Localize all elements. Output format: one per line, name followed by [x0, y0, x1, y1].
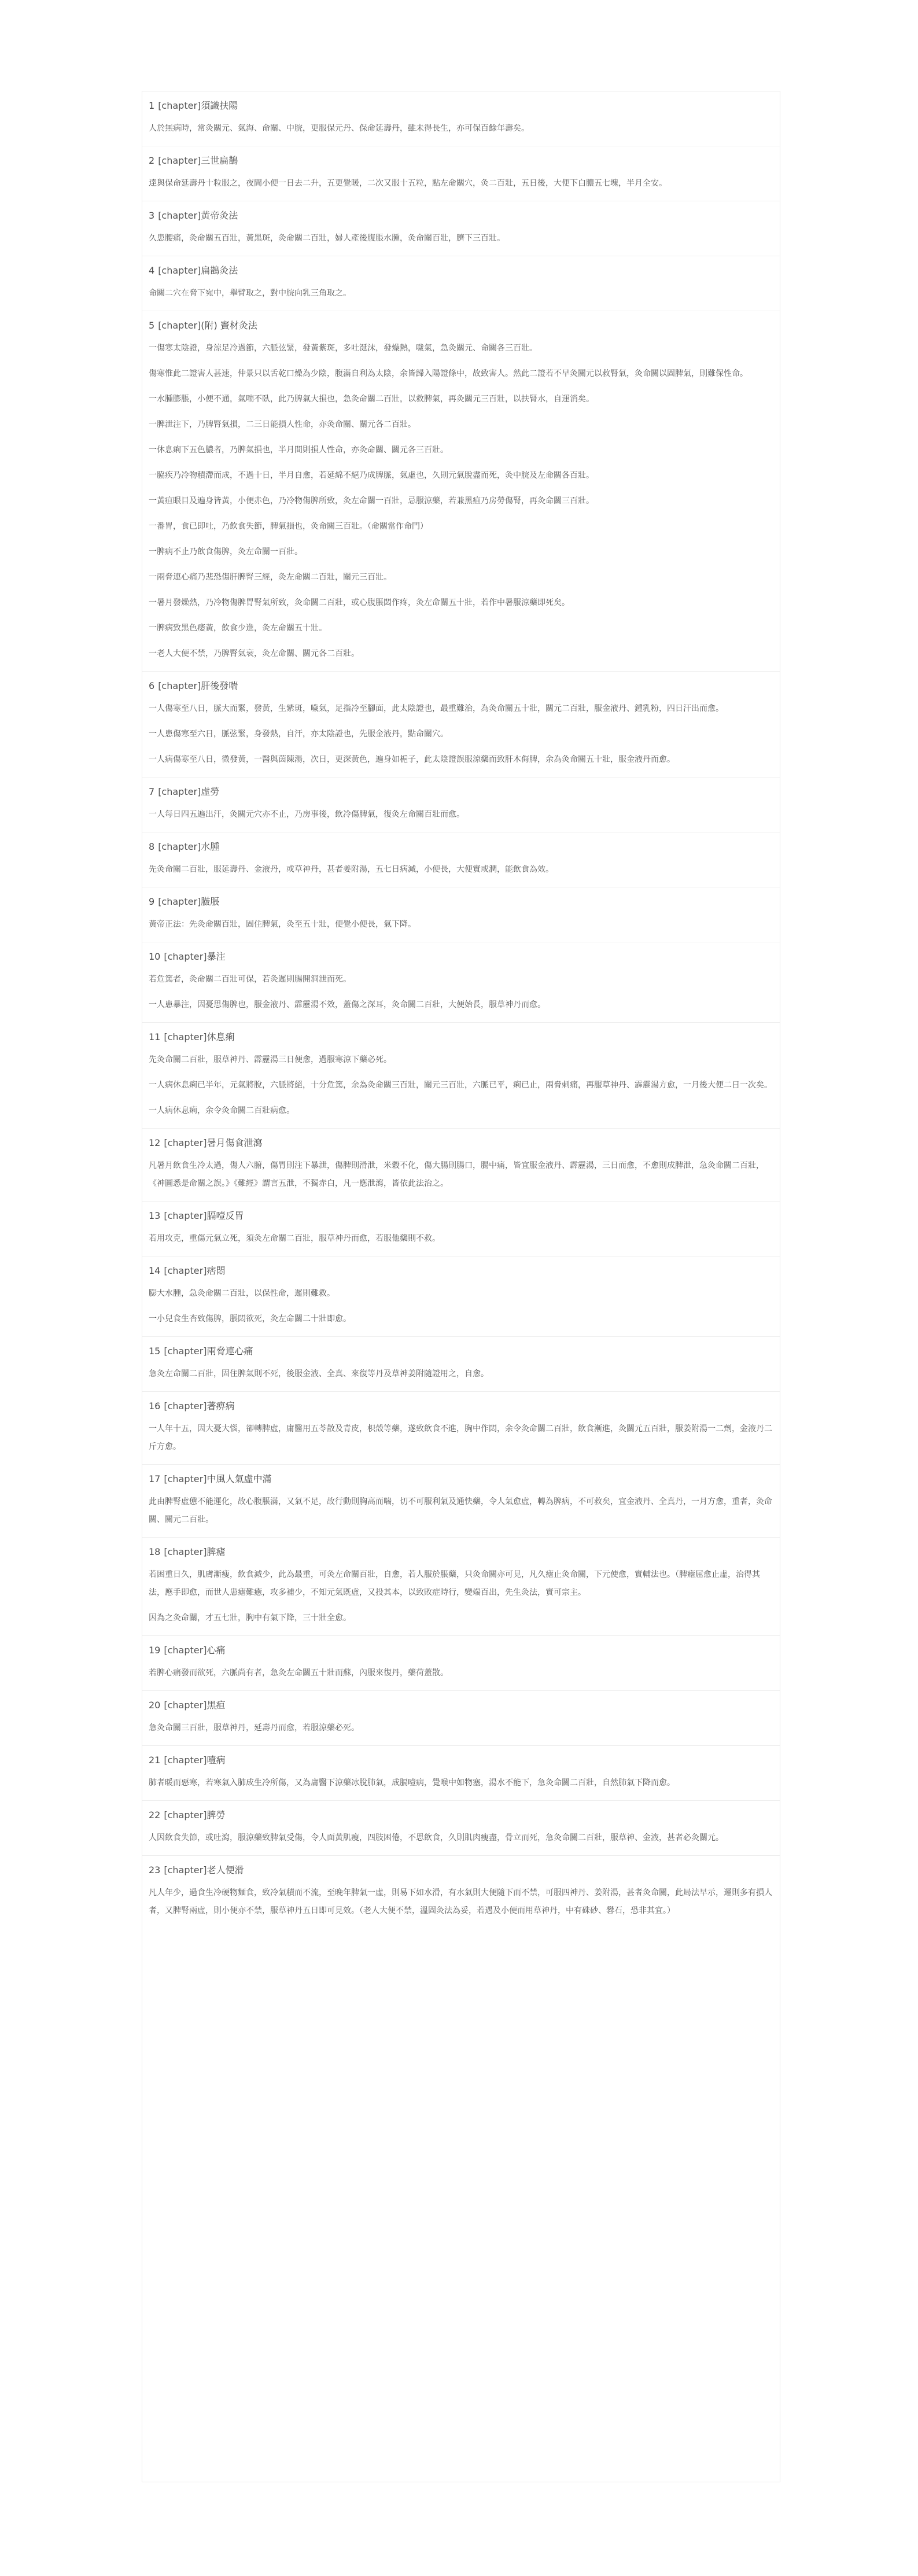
- chapter-paragraph: 人於無病時，常灸關元、氣海、命關、中脘，更服保元丹、保命延壽丹，雖未得長生，亦可保百餘年壽矣。: [149, 124, 529, 133]
- chapter-heading: [149, 311, 773, 332]
- chapter-paragraph: 膨大水腫，急灸命關二百壯，以保性命，遲則難救。: [149, 1289, 335, 1298]
- chapter-heading: [149, 256, 773, 277]
- chapter-paragraph: 命關二穴在脅下宛中，舉臂取之，對中脘向乳三角取之。: [149, 289, 351, 298]
- chapter-title: 老人便滑: [207, 1864, 244, 1875]
- chapter-tag: [chapter]: [164, 1864, 207, 1875]
- chapter-tag: [chapter]: [164, 1031, 207, 1042]
- chapter-paragraph: 一人患暴注，因憂思傷脾也，服金液丹、霹靂湯不效，蓋傷之深耳，灸命關二百壯，大便始長，服草神丹而愈。: [149, 1000, 545, 1009]
- chapter-paragraph: 一人病休息痢，余令灸命關二百壯病愈。: [149, 1106, 294, 1115]
- chapter-tag: [chapter]: [158, 786, 201, 797]
- chapter-number: 16: [149, 1401, 161, 1412]
- chapter-tag: [chapter]: [164, 1210, 207, 1221]
- chapter-section: [142, 91, 780, 146]
- chapter-paragraph: 若脾心痛發而欲死，六脈尚有者，急灸左命關五十壯而蘇，內服來復丹，藥荷蓋散。: [149, 1668, 448, 1678]
- chapter-title: 三世扁鵲: [201, 155, 238, 166]
- chapter-title: 肝後發喘: [201, 680, 238, 691]
- chapter-paragraph: 一人患傷寒至六日，脈弦緊，身發熱，自汗，亦太陰證也，先服金液丹，點命關穴。: [149, 729, 448, 739]
- chapter-heading: [149, 942, 773, 963]
- chapter-heading: [149, 1023, 773, 1044]
- chapter-title: 水腫: [201, 841, 220, 852]
- chapter-number: 14: [149, 1265, 161, 1276]
- chapter-number: 3: [149, 210, 155, 221]
- chapter-heading: [149, 1691, 773, 1712]
- chapter-section: [142, 1636, 780, 1691]
- chapter-title: 虛勞: [201, 786, 220, 797]
- chapter-heading: [149, 146, 773, 167]
- chapter-title: 著痹病: [207, 1401, 235, 1412]
- chapter-tag: [chapter]: [164, 1700, 207, 1711]
- chapter-paragraph: 凡暑月飲食生冷太過，傷人六腑，傷胃則注下暴泄，傷脾則滑泄，米穀不化，傷大腸則腸口，腸中痛，皆宜服金液丹、霹靂湯，三日而愈，不愈則成脾泄，急灸命關二百壯，《神圖悉是命關之誤。》《難經》謂言五泄，不獨赤白，凡一應泄瀉，皆依此法治之。: [149, 1161, 764, 1188]
- chapter-paragraph: 一脾泄注下，乃脾腎氣損，二三日能損人性命，亦灸命關、關元各二百壯。: [149, 420, 416, 429]
- chapter-tag: [chapter]: [164, 1346, 207, 1357]
- chapter-paragraph: 一人病傷寒至八日，微發黃，一醫與茵陳湯，次日，更深黃色，遍身如梔子，此太陰證誤服涼藥而致肝木侮脾，余為灸命關五十壯，服金液丹而愈。: [149, 755, 675, 764]
- chapter-section: [142, 1746, 780, 1801]
- chapter-tag: [chapter]: [164, 1810, 207, 1820]
- chapter-paragraph: 一老人大便不禁，乃脾腎氣衰，灸左命關、關元各二百壯。: [149, 649, 359, 658]
- chapter-title: 黑疸: [207, 1700, 226, 1711]
- chapter-title: 心痛: [207, 1645, 226, 1656]
- chapter-section: [142, 1465, 780, 1538]
- chapter-tag: [chapter]: [158, 210, 201, 221]
- chapter-heading: [149, 832, 773, 853]
- chapter-tag: [chapter]: [164, 1645, 207, 1656]
- chapter-number: 23: [149, 1864, 161, 1875]
- chapter-section: [142, 311, 780, 672]
- chapter-section: [142, 1691, 780, 1746]
- chapter-section: [142, 672, 780, 777]
- chapter-title: 扁鵲灸法: [201, 265, 238, 276]
- chapter-paragraph: 達與保命延壽丹十粒服之，夜間小便一日去二升，五更覺暖，二次又服十五粒，點左命關穴，灸二百壯，五日後，大便下白膿五七塊，半月全安。: [149, 179, 667, 188]
- chapter-paragraph: 一人每日四五遍出汗，灸關元穴亦不止，乃房事後，飲冷傷脾氣，復灸左命關百壯而愈。: [149, 810, 464, 819]
- chapter-paragraph: 急灸左命關二百壯，固住脾氣則不死，後服金液、全真、來復等丹及草神姜附隨證用之，自愈。: [149, 1369, 489, 1379]
- chapter-paragraph: 先灸命關二百壯，服草神丹、霹靂湯三日便愈，過服寒涼下藥必死。: [149, 1055, 392, 1064]
- chapter-section: [142, 887, 780, 942]
- chapter-section: [142, 1202, 780, 1256]
- chapter-section: [142, 777, 780, 832]
- chapter-paragraph: 一傷寒太陰證，身涼足冷過節，六脈弦緊，發黃紫斑，多吐涎沫，發燥熱，噦氣，急灸關元、命關各三百壯。: [149, 344, 537, 353]
- chapter-title: 須識扶陽: [201, 100, 238, 111]
- chapter-number: 18: [149, 1546, 161, 1557]
- chapter-title: 黃帝灸法: [201, 210, 238, 221]
- chapter-paragraph: 若危篤者，灸命關二百壯可保，若灸遲則腸開洞泄而死。: [149, 975, 351, 984]
- chapter-number: 7: [149, 786, 155, 797]
- chapter-section: [142, 1337, 780, 1392]
- chapter-number: 1: [149, 100, 155, 111]
- chapter-tag: [chapter]: [158, 320, 201, 331]
- chapter-section: [142, 942, 780, 1023]
- chapter-section: [142, 146, 780, 201]
- chapter-paragraph: 久患腰痛，灸命關五百壯，黃黑斑，灸命關二百壯，婦人產後腹脹水腫，灸命關百壯，臍下三百壯。: [149, 234, 505, 243]
- chapter-section: [142, 1856, 780, 1928]
- chapter-title: 膈噎反胃: [207, 1210, 244, 1221]
- chapter-paragraph: 先灸命關二百壯，服延壽丹、金液丹，或草神丹，甚者姜附湯，五七日病減，小便長，大便實或潤，能飲食為效。: [149, 865, 554, 874]
- chapter-tag: [chapter]: [164, 1137, 207, 1148]
- chapter-tag: [chapter]: [164, 1473, 207, 1484]
- chapter-section: [142, 1023, 780, 1129]
- chapter-tag: [chapter]: [164, 1755, 207, 1766]
- chapter-heading: [149, 887, 773, 908]
- chapter-tag: [chapter]: [158, 896, 201, 907]
- chapter-paragraph: 一脾病不止乃飲食傷脾，灸左命關一百壯。: [149, 547, 303, 557]
- chapter-tag: [chapter]: [158, 680, 201, 691]
- chapter-paragraph: 此由脾腎虛憊不能運化，故心腹脹滿，又氣不足，故行動則胸高而喘，切不可服利氣及通快藥，令人氣愈虛，轉為脾病，不可救矣，宜金液丹、全真丹，一月方愈，重者，灸命關、關元二百壯。: [149, 1497, 772, 1524]
- chapter-paragraph: 一休息痢下五色膿者，乃脾氣損也，半月間則損人性命，亦灸命關、關元各三百壯。: [149, 445, 448, 455]
- chapter-paragraph: 一黃疸眼目及遍身皆黃，小便赤色，乃冷物傷脾所致，灸左命關一百壯，忌服涼藥，若兼黑疸乃房勞傷腎，再灸命關三百壯。: [149, 496, 594, 506]
- chapter-paragraph: 凡人年少，過食生冷硬物麵食，致冷氣積而不流，至晚年脾氣一虛，則易下如水滑，有水氣則大便隨下而不禁，可服四神丹、姜附湯，甚者灸命關，此局法早示，遲則多有損人者，又脾腎兩虛，則小便亦不禁，服草神丹五日即可見效。（老人大便不禁，溫固灸法為妥，若遇及小便而用草神丹，中有硃砂、礬石，恐非其宜。）: [149, 1888, 772, 1915]
- chapter-heading: [149, 1202, 773, 1222]
- chapter-heading: [149, 1392, 773, 1413]
- chapter-heading: [149, 91, 773, 112]
- chapter-heading: [149, 201, 773, 222]
- chapter-number: 5: [149, 320, 155, 331]
- chapter-tag: [chapter]: [164, 951, 207, 962]
- chapter-number: 13: [149, 1210, 161, 1221]
- chapter-paragraph: 一番胃，食已即吐，乃飲食失節，脾氣損也，灸命關三百壯。（命關當作命門）: [149, 522, 428, 531]
- chapter-paragraph: 若困重日久，肌膚漸瘦，飲食減少，此為最重，可灸左命關百壯，自愈，若人服於脹藥，只灸命關亦可見，凡久瘧止灸命關，下元使愈，實輔法也。（脾瘧屈愈止虛，治得其法，應手即愈，而世人患瘧難癒，攻多補少，不知元氣既虛，又投其本，以致敗症時行，變端百出，先生灸法，實可宗主。: [149, 1570, 760, 1597]
- chapter-number: 21: [149, 1755, 161, 1766]
- chapter-section: [142, 1392, 780, 1465]
- chapter-title: 兩脅連心痛: [207, 1346, 253, 1357]
- chapter-heading: [149, 1801, 773, 1822]
- chapter-number: 15: [149, 1346, 161, 1357]
- chapter-paragraph: 急灸命關三百壯，服草神丹，延壽丹而愈，若服涼藥必死。: [149, 1723, 359, 1733]
- chapter-paragraph: 因為之灸命關，才五七壯，胸中有氣下降，三十壯全愈。: [149, 1613, 351, 1623]
- chapter-paragraph: 一小兒食生杏致傷脾，脹悶欲死，灸左命關二十壯即愈。: [149, 1314, 351, 1324]
- chapter-tag: [chapter]: [158, 265, 201, 276]
- chapter-paragraph: 傷寒惟此二證害人甚速，仲景只以舌乾口燥為少陰，腹滿自利為太陰，余皆歸入陽證條中，故致害人。然此二證若不早灸關元以救腎氣，灸命關以固脾氣，則難保性命。: [149, 369, 748, 378]
- chapter-section: [142, 1801, 780, 1856]
- chapter-heading: [149, 1337, 773, 1358]
- chapter-number: 19: [149, 1645, 161, 1656]
- chapter-title: 休息痢: [207, 1031, 235, 1042]
- chapter-heading: [149, 777, 773, 798]
- chapter-heading: [149, 1636, 773, 1657]
- chapter-title: 中風人氣虛中滿: [207, 1473, 272, 1484]
- chapter-tag: [chapter]: [164, 1265, 207, 1276]
- chapter-number: 9: [149, 896, 155, 907]
- chapter-heading: [149, 672, 773, 692]
- chapter-title: 暑月傷食泄瀉: [207, 1137, 263, 1148]
- chapter-paragraph: 肺者暖而惡寒，若寒氣入肺成生冷所傷，又為庸醫下涼藥冰脫肺氣，成膈噎病，覺喉中如物塞，湯水不能下，急灸命關二百壯，自然肺氣下降而愈。: [149, 1778, 675, 1788]
- chapter-paragraph: 人因飲食失節，或吐瀉，服涼藥致脾氣受傷，令人面黃肌瘦，四肢困倦，不思飲食，久則肌肉瘦盡，骨立而死，急灸命關二百壯，服草神、金液，甚者必灸關元。: [149, 1833, 724, 1842]
- chapter-tag: [chapter]: [164, 1401, 207, 1412]
- chapter-heading: [149, 1746, 773, 1767]
- document-page: [142, 91, 780, 2482]
- chapter-section: [142, 201, 780, 256]
- chapter-section: [142, 256, 780, 311]
- chapter-title: (附) 竇材灸法: [201, 320, 257, 331]
- chapter-number: 12: [149, 1137, 161, 1148]
- chapter-title: 臌脹: [201, 896, 220, 907]
- chapter-tag: [chapter]: [158, 100, 201, 111]
- chapter-number: 4: [149, 265, 155, 276]
- chapter-heading: [149, 1256, 773, 1277]
- chapter-number: 11: [149, 1031, 161, 1042]
- chapter-heading: [149, 1465, 773, 1486]
- chapter-title: 暴注: [207, 951, 226, 962]
- chapter-number: 20: [149, 1700, 161, 1711]
- chapter-number: 8: [149, 841, 155, 852]
- chapter-title: 痞悶: [207, 1265, 226, 1276]
- chapter-number: 22: [149, 1810, 161, 1820]
- chapter-tag: [chapter]: [158, 841, 201, 852]
- chapter-number: 6: [149, 680, 155, 691]
- chapter-paragraph: 一脾病致黑色痿黃，飲食少進，灸左命關五十壯。: [149, 624, 327, 633]
- chapter-heading: [149, 1538, 773, 1558]
- chapter-title: 脾勞: [207, 1810, 226, 1820]
- chapter-paragraph: 黃帝正法：先灸命關百壯，固住脾氣，灸至五十壯，便覺小便長，氣下降。: [149, 920, 416, 929]
- chapter-number: 2: [149, 155, 155, 166]
- chapter-section: [142, 1538, 780, 1636]
- chapter-heading: [149, 1129, 773, 1149]
- chapter-paragraph: 一人病休息痢已半年，元氣將脫，六脈將絕，十分危篤，余為灸命關三百壯，關元三百壯，六脈已平，痢已止，兩脅刺痛，再服草神丹、霹靂湯方愈，一月後大便二日一次矣。: [149, 1081, 772, 1090]
- chapter-number: 17: [149, 1473, 161, 1484]
- chapter-paragraph: 一暑月發燥熱，乃冷物傷脾胃腎氣所致，灸命關二百壯，或心腹脹悶作疼，灸左命關五十壯，若作中暑服涼藥即死矣。: [149, 598, 570, 607]
- chapter-title: 脾瘧: [207, 1546, 226, 1557]
- chapter-tag: [chapter]: [158, 155, 201, 166]
- chapter-paragraph: 一脇疾乃冷物積滯而成，不過十日，半月自愈，若延綿不絕乃成脾脈，氣虛也，久則元氣脫盡而死，灸中脘及左命關各百壯。: [149, 471, 594, 480]
- chapter-section: [142, 1256, 780, 1337]
- chapter-section: [142, 832, 780, 887]
- chapter-number: 10: [149, 951, 161, 962]
- chapter-paragraph: 一人年十五，因大憂大惱，卻轉脾虛，庸醫用五苓散及青皮，枳殼等藥，遂致飲食不進，胸中作悶，余令灸命關二百壯，飲食漸進，灸關元五百壯，服姜附湯一二劑，金液丹二斤方愈。: [149, 1424, 772, 1451]
- chapter-heading: [149, 1856, 773, 1877]
- chapter-paragraph: 一人傷寒至八日，脈大而緊，發黃，生紫斑，噦氣，足指冷至腳面，此太陰證也，最重難治，為灸命關五十壯，關元二百壯，服金液丹、鍾乳粉，四日汗出而愈。: [149, 704, 724, 713]
- chapter-paragraph: 若用攻克，重傷元氣立死，須灸左命關二百壯，服草神丹而愈，若服他藥則不救。: [149, 1234, 440, 1243]
- chapter-title: 噎病: [207, 1755, 226, 1766]
- chapter-paragraph: 一兩脅連心痛乃悲恐傷肝脾腎三經，灸左命關二百壯，關元三百壯。: [149, 573, 392, 582]
- chapter-section: [142, 1129, 780, 1202]
- chapter-tag: [chapter]: [164, 1546, 207, 1557]
- chapter-paragraph: 一水腫膨脹，小便不通，氣喘不臥，此乃脾氣大損也，急灸命關二百壯，以救脾氣，再灸關元三百壯，以扶腎水，自運消矣。: [149, 395, 594, 404]
